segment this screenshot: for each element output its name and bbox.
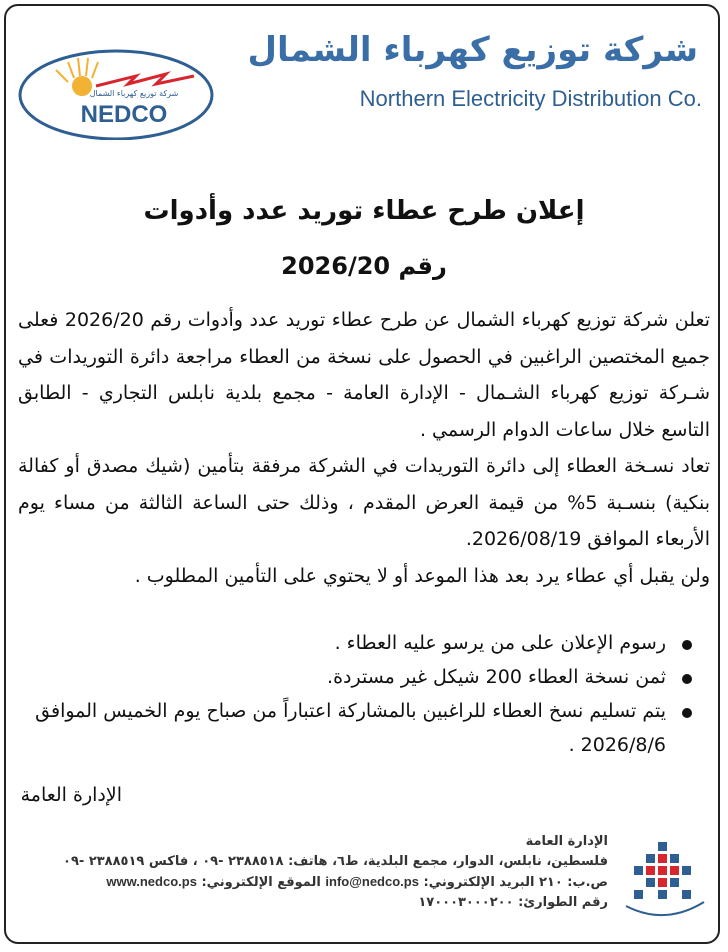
- company-name-arabic: شركة توزيع كهرباء الشمال: [247, 30, 698, 70]
- footer-email-line: [20, 872, 608, 893]
- footer-heading: الإدارة العامة: [525, 834, 608, 849]
- footer-po-box: ص.ب: ٢١٠ البريد الإلكتروني:: [423, 875, 608, 890]
- condition-item: يتم تسليم نسخ العطاء للراغبين بالمشاركة اعتباراً من صباح يوم الخميس الموافق 2026/8/6 .: [18, 694, 690, 762]
- company-name-english: Northern Electricity Distribution Co.: [359, 86, 702, 111]
- footer-grid-logo: [620, 836, 710, 920]
- nedco-logo: [16, 40, 216, 140]
- footer-website-label: الموقع الإلكتروني:: [201, 875, 321, 890]
- paragraph-submission: تعاد نسـخة العطاء إلى دائرة التوريدات في الشركة مرفقة بتأمين (شيك مصدق أو كفالة بنكية) بنسـبة 5% من قيمة العرض المقدم ، وذلك حتى الساعة الثالثة من مساء يوم الأربعاء الموافق 2026/08/19.: [18, 455, 710, 550]
- condition-item: رسوم الإعلان على من يرسو عليه العطاء .: [18, 626, 690, 660]
- paragraph-rejection: ولن يقبل أي عطاء يرد بعد هذا الموعد أو لا يحتوي على التأمين المطلوب .: [134, 564, 710, 587]
- footer: [10, 822, 718, 934]
- announcement-title: إعلان طرح عطاء توريد عدد وأدوات: [143, 196, 585, 226]
- footer-email[interactable]: info@nedco.ps: [325, 874, 419, 889]
- announcement-number: رقم 2026/20: [281, 252, 447, 280]
- conditions-list: [18, 626, 710, 762]
- footer-emergency: رقم الطوارئ: ١٧٠٠٠٣٠٠٠٢٠٠: [418, 895, 608, 910]
- condition-item: ثمن نسخة العطاء 200 شيكل غير مستردة.: [18, 660, 690, 694]
- logo-nedco-text: NEDCO: [80, 101, 168, 128]
- logo-small-arabic-text: شركة توزيع كهرباء الشمال: [89, 89, 179, 98]
- announcement-body: [18, 302, 710, 594]
- footer-contact: [20, 832, 608, 913]
- signature: الإدارة العامة: [20, 784, 122, 806]
- footer-website[interactable]: www.nedco.ps: [106, 874, 197, 889]
- footer-address: فلسطين، نابلس، الدوار، مجمع البلدية، ط٦، هاتف: ٢٣٨٨٥١٨ -٠٩ ، فاكس ٢٣٨٨٥١٩ -٠٩: [63, 854, 608, 869]
- paragraph-intro: تعلن شركة توزيع كهرباء الشمال عن طرح عطاء توريد عدد وأدوات رقم 2026/20 فعلى جميع المختصين الراغبين في الحصول على نسخة من العطاء مراجعة دائرة التوريدات في شـركة توزيع كهرباء الشـمال - الإدارة العامة - مجمع بلدية نابلس التجاري - الطابق التاسع خلال ساعات الدوام الرسمي .: [18, 309, 710, 441]
